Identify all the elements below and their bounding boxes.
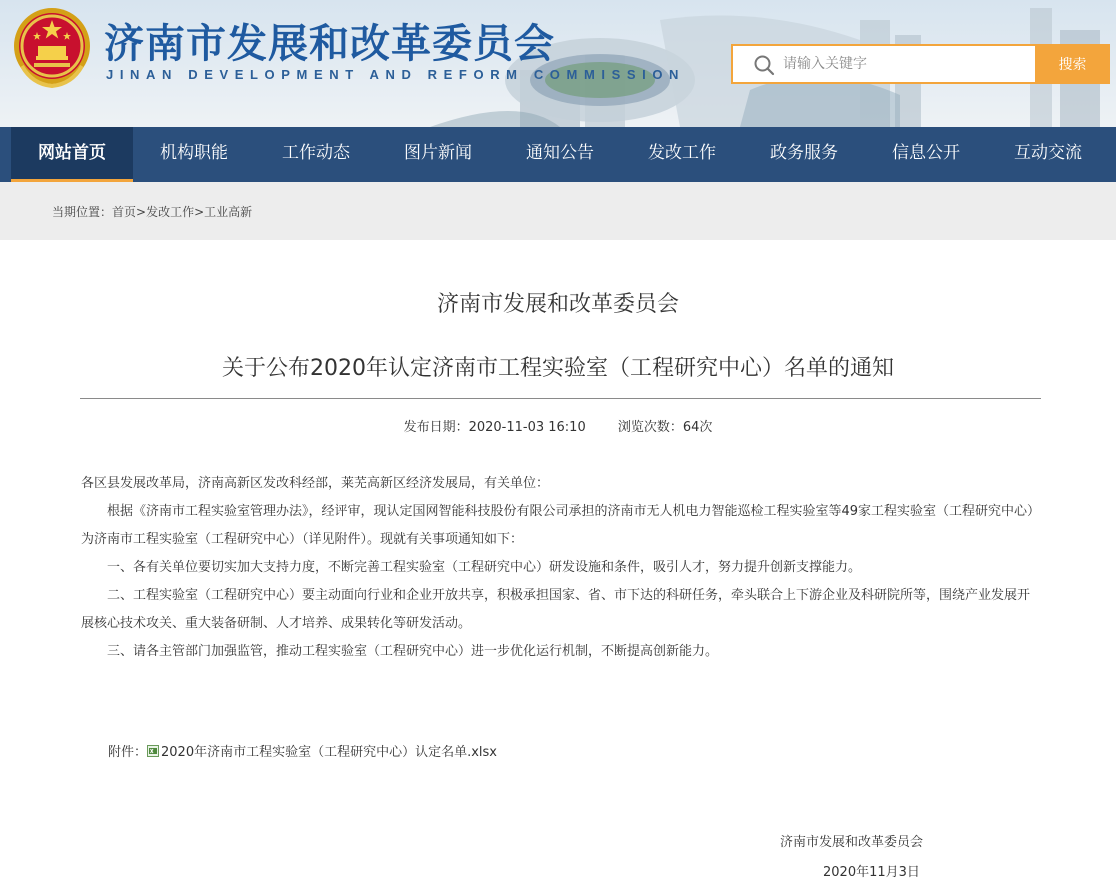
nav-item-reform-work[interactable]: 发改工作 <box>648 143 716 163</box>
main-nav <box>0 127 1116 182</box>
nav-item-work-news[interactable]: 工作动态 <box>282 143 350 163</box>
article-paragraph: 三、请各主管部门加强监管，推动工程实验室（工程研究中心）进一步优化运行机制，不断提高创新能力。 <box>107 644 719 659</box>
article-paragraph: 各区县发展改革局，济南高新区发改科经部，莱芜高新区经济发展局，有关单位： <box>81 476 550 491</box>
article-paragraph: 根据《济南市工程实验室管理办法》，经评审，现认定国网智能科技股份有限公司承担的济南市无人机电力智能巡检工程实验室等49家工程实验室（工程研究中心）为济南市工程实验室（工程研究中心）（详见附件）。现就有关事项通知如下： <box>81 504 1041 547</box>
article-title: 关于公布2020年认定济南市工程实验室（工程研究中心）名单的通知 <box>222 356 894 381</box>
title-divider <box>80 398 1041 399</box>
search-input[interactable] <box>783 46 1023 82</box>
excel-file-icon <box>147 745 159 757</box>
breadcrumb-reform-work[interactable]: 发改工作 <box>146 205 195 219</box>
article-meta <box>0 416 1116 435</box>
article-paragraph: 二、工程实验室（工程研究中心）要主动面向行业和企业开放共享，积极承担国家、省、市下达的科研任务，牵头联合上下游企业及科研院所等，围绕产业发展开展核心技术攻关、重大装备研制、人才培养、成果转化等研发活动。 <box>81 588 1031 631</box>
search-box <box>731 44 1035 84</box>
nav-item-gov-services[interactable]: 政务服务 <box>770 143 838 163</box>
article-body <box>81 470 1041 666</box>
breadcrumb-separator: > <box>194 205 205 219</box>
article-org: 济南市发展和改革委员会 <box>436 292 679 317</box>
breadcrumb <box>52 203 252 220</box>
nav-item-home[interactable]: 网站首页 <box>11 127 133 182</box>
attachment-label: 附件： <box>108 745 148 760</box>
site-header <box>0 0 1116 127</box>
nav-item-interaction[interactable]: 互动交流 <box>1014 143 1082 163</box>
signature-date: 2020年11月3日 <box>823 865 920 880</box>
national-emblem-icon <box>12 6 92 88</box>
signature: 济南市发展和改革委员会 <box>780 835 924 850</box>
search-icon <box>753 54 775 76</box>
article-paragraph: 一、各有关单位要切实加大支持力度，不断完善工程实验室（工程研究中心）研发设施和条件，吸引人才，努力提升创新支撑能力。 <box>107 560 862 575</box>
breadcrumb-industry[interactable]: 工业高新 <box>204 205 253 219</box>
nav-item-info-disclosure[interactable]: 信息公开 <box>892 143 960 163</box>
site-subtitle: JINAN DEVELOPMENT AND REFORM COMMISSION <box>106 67 686 82</box>
attachment <box>108 741 497 760</box>
site-title: 济南市发展和改革委员会 <box>104 20 555 67</box>
nav-item-photo-news[interactable]: 图片新闻 <box>404 143 472 163</box>
attachment-link[interactable]: 2020年济南市工程实验室（工程研究中心）认定名单.xlsx <box>161 745 498 760</box>
publish-date: 发布日期：2020-11-03 16:10 <box>403 420 586 435</box>
breadcrumb-separator: > <box>136 205 147 219</box>
breadcrumb-prefix: 当期位置： <box>52 205 113 219</box>
breadcrumb-home[interactable]: 首页 <box>112 205 137 219</box>
breadcrumb-bar <box>0 182 1116 240</box>
nav-item-functions[interactable]: 机构职能 <box>160 143 228 163</box>
view-count: 浏览次数：64次 <box>617 420 713 435</box>
search-button[interactable]: 搜索 <box>1035 44 1110 84</box>
nav-item-notices[interactable]: 通知公告 <box>526 143 594 163</box>
